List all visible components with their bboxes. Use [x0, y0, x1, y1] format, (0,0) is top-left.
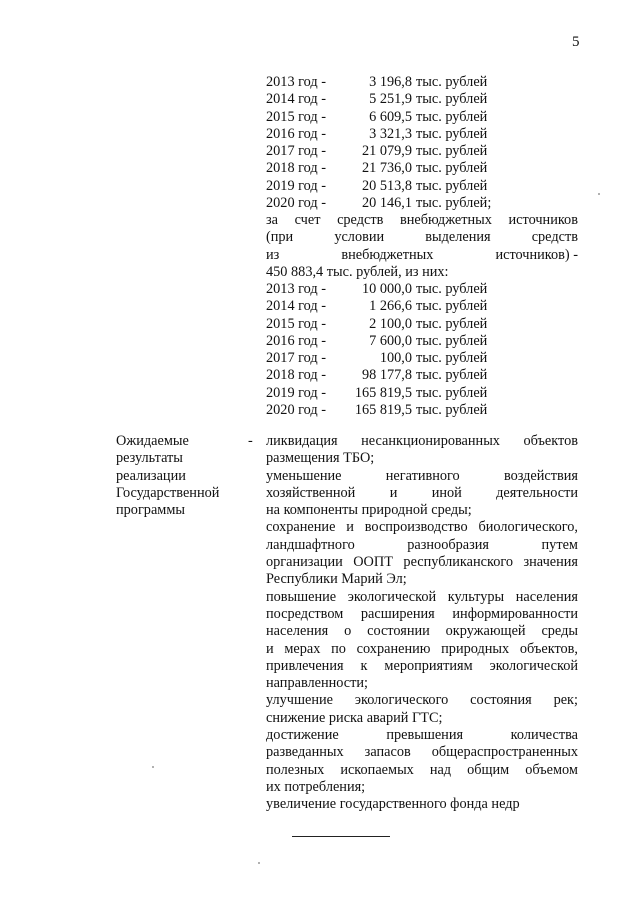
word: воздействия [503, 467, 578, 484]
year-label: 2014 год - [266, 298, 327, 315]
page-number: 5 [572, 34, 580, 50]
word: полезных [266, 761, 325, 778]
word: общим [467, 761, 510, 778]
amount-unit: тыс. рублей [416, 402, 488, 419]
end-rule [292, 836, 390, 837]
result-line: снижение риска аварий ГТС; [266, 709, 443, 726]
year-label: 2017 год - [266, 143, 327, 160]
result-line [266, 744, 578, 761]
result-line [266, 519, 578, 536]
word: экологического [354, 692, 449, 709]
year-label: 2013 год - [266, 281, 327, 297]
amount-unit: тыс. рублей [416, 332, 488, 349]
scan-speck [258, 862, 260, 864]
word: населения [266, 623, 329, 640]
year-label: 2018 год - [266, 367, 327, 384]
word: рек; [553, 692, 578, 709]
amount-value: 165 819,5 [354, 402, 412, 419]
funding-row [266, 74, 578, 91]
word: объектов [523, 433, 578, 449]
funding-row [266, 178, 578, 195]
word: ООПТ [353, 554, 393, 571]
result-line [266, 468, 578, 485]
funding-row [266, 298, 578, 315]
word: повышение [266, 588, 337, 605]
funding-row [266, 91, 578, 108]
word: и [266, 640, 274, 657]
funding-row [266, 109, 578, 126]
amount-unit: тыс. рублей; [416, 195, 492, 212]
word: над [429, 761, 452, 778]
word: республиканского [403, 554, 514, 571]
amount-unit: тыс. рублей [416, 367, 488, 384]
amount-value: 21 079,9 [361, 143, 412, 160]
label-line: программы [116, 502, 186, 519]
result-line [266, 606, 578, 623]
result-line: направленности; [266, 675, 369, 692]
word: мероприятиям [384, 657, 473, 674]
word: воспроизводство [364, 519, 468, 536]
amount-value: 100,0 [379, 350, 412, 367]
amount-unit: тыс. рублей [416, 125, 488, 142]
word: объектов, [519, 640, 578, 657]
paragraph-line: 450 883,4 тыс. рублей, из них: [266, 263, 449, 280]
year-label: 2019 год - [266, 384, 327, 401]
extra-budget-paragraph [266, 212, 578, 281]
year-label: 2018 год - [266, 160, 327, 177]
word: общераспространенных [431, 744, 578, 761]
word: экологической [489, 657, 578, 674]
amount-unit: тыс. рублей [416, 281, 488, 297]
result-line [266, 485, 578, 502]
word: (при [266, 229, 294, 246]
word: счет [294, 212, 321, 228]
year-label: 2017 год - [266, 350, 327, 367]
results-label [116, 433, 236, 519]
year-label: 2019 год - [266, 177, 327, 194]
year-label: 2020 год - [266, 402, 327, 419]
result-line [266, 692, 578, 709]
word: ископаемых [340, 761, 414, 778]
year-label: 2013 год - [266, 74, 327, 90]
word: сохранению [356, 640, 431, 657]
word: и [389, 484, 398, 501]
funding-row [266, 333, 578, 350]
word: превышения [386, 727, 464, 744]
funding-row [266, 316, 578, 333]
word: биологического, [478, 519, 578, 536]
word: средств [531, 229, 578, 246]
label-line: Ожидаемые [116, 433, 189, 449]
word: путем [541, 536, 578, 553]
word: информированности [452, 605, 578, 622]
amount-value: 7 600,0 [369, 332, 412, 349]
scan-speck [152, 766, 154, 768]
word: расширения [360, 605, 435, 622]
extra-budget-list-2013-2020 [266, 281, 578, 419]
result-line: Республики Марий Эл; [266, 571, 407, 588]
year-label: 2015 год - [266, 108, 327, 125]
amount-value: 6 609,5 [369, 108, 412, 125]
word: окружающей [445, 623, 526, 640]
word: запасов [364, 744, 411, 761]
amount-value: 165 819,5 [354, 384, 412, 401]
word: за [266, 212, 278, 228]
word: условии [334, 229, 385, 246]
amount-value: 3 321,3 [369, 125, 412, 142]
paragraph-line [266, 212, 578, 229]
label-line: результаты [116, 450, 183, 467]
label-line: реализации [116, 467, 186, 484]
word: деятельности [496, 484, 578, 501]
word: уменьшение [266, 467, 342, 484]
result-line [266, 762, 578, 779]
funding-row [266, 402, 578, 419]
word: населения [515, 588, 578, 605]
result-line [266, 641, 578, 658]
expected-results-text [266, 433, 578, 814]
amount-value: 5 251,9 [369, 91, 412, 108]
funding-row [266, 143, 578, 160]
word: сохранение [266, 519, 336, 536]
word: источников [508, 212, 578, 228]
word: к [360, 657, 368, 674]
amount-unit: тыс. рублей [416, 74, 488, 90]
result-line [266, 727, 578, 744]
amount-value: 20 513,8 [361, 177, 412, 194]
result-line [266, 658, 578, 675]
word: природных [441, 640, 510, 657]
amount-value: 98 177,8 [361, 367, 412, 384]
result-line [266, 589, 578, 606]
funding-row [266, 350, 578, 367]
result-line: на компоненты природной среды; [266, 502, 472, 519]
label-line: Государственной [116, 484, 220, 501]
word: хозяйственной [266, 484, 356, 501]
year-label: 2016 год - [266, 125, 327, 142]
amount-value: 3 196,8 [369, 74, 412, 90]
result-line [266, 433, 578, 450]
word: экологической [347, 588, 437, 605]
year-label: 2016 год - [266, 332, 327, 349]
word: ликвидация [266, 433, 338, 449]
word: внебюджетных [341, 246, 434, 263]
word: несанкционированных [361, 433, 500, 449]
amount-unit: тыс. рублей [416, 160, 488, 177]
word: посредством [266, 605, 344, 622]
amount-unit: тыс. рублей [416, 177, 488, 194]
word: мерах [284, 640, 321, 657]
word: иной [431, 484, 462, 501]
amount-value: 1 266,6 [369, 298, 412, 315]
amount-value: 20 146,1 [361, 195, 412, 212]
amount-unit: тыс. рублей [416, 91, 488, 108]
paragraph-line [266, 247, 578, 264]
year-label: 2015 год - [266, 315, 327, 332]
word: из [266, 246, 280, 263]
word: объемом [525, 761, 578, 778]
word: состоянии [367, 623, 430, 640]
result-line [266, 537, 578, 554]
word: состояния [470, 692, 532, 709]
funding-row [266, 195, 578, 212]
funding-row [266, 385, 578, 402]
amount-unit: тыс. рублей [416, 315, 488, 332]
year-label: 2020 год - [266, 195, 327, 212]
amount-value: 10 000,0 [361, 281, 412, 297]
word: и [346, 519, 354, 536]
word: источников) - [495, 246, 578, 263]
amount-unit: тыс. рублей [416, 384, 488, 401]
word: внебюджетных [399, 212, 492, 228]
funding-row [266, 160, 578, 177]
year-label: 2014 год - [266, 91, 327, 108]
result-line: размещения ТБО; [266, 450, 375, 467]
word: достижение [266, 727, 339, 744]
word: привлечения [266, 657, 344, 674]
word: значения [523, 554, 578, 571]
word: организации [266, 554, 343, 571]
result-line: их потребления; [266, 778, 366, 795]
word: по [331, 640, 346, 657]
word: количества [510, 727, 578, 744]
amount-unit: тыс. рублей [416, 298, 488, 315]
word: о [344, 623, 352, 640]
word: разнообразия [407, 536, 489, 553]
funding-row [266, 367, 578, 384]
amount-unit: тыс. рублей [416, 108, 488, 125]
result-line [266, 554, 578, 571]
funding-list-2013-2020 [266, 74, 578, 212]
result-line [266, 623, 578, 640]
amount-unit: тыс. рублей [416, 350, 488, 367]
word: разведанных [266, 744, 344, 761]
paragraph-line [266, 229, 578, 246]
result-line: увеличение государственного фонда недр [266, 796, 520, 813]
word: ландшафтного [266, 536, 355, 553]
results-dash: - [248, 433, 253, 449]
funding-row [266, 281, 578, 298]
word: выделения [425, 229, 491, 246]
scan-speck [598, 193, 600, 195]
word: культуры [447, 588, 505, 605]
word: улучшение [266, 692, 333, 709]
word: средств [337, 212, 384, 228]
word: среды [541, 623, 578, 640]
word: негативного [385, 467, 460, 484]
amount-value: 2 100,0 [369, 315, 412, 332]
funding-row [266, 126, 578, 143]
amount-value: 21 736,0 [361, 160, 412, 177]
amount-unit: тыс. рублей [416, 143, 488, 160]
